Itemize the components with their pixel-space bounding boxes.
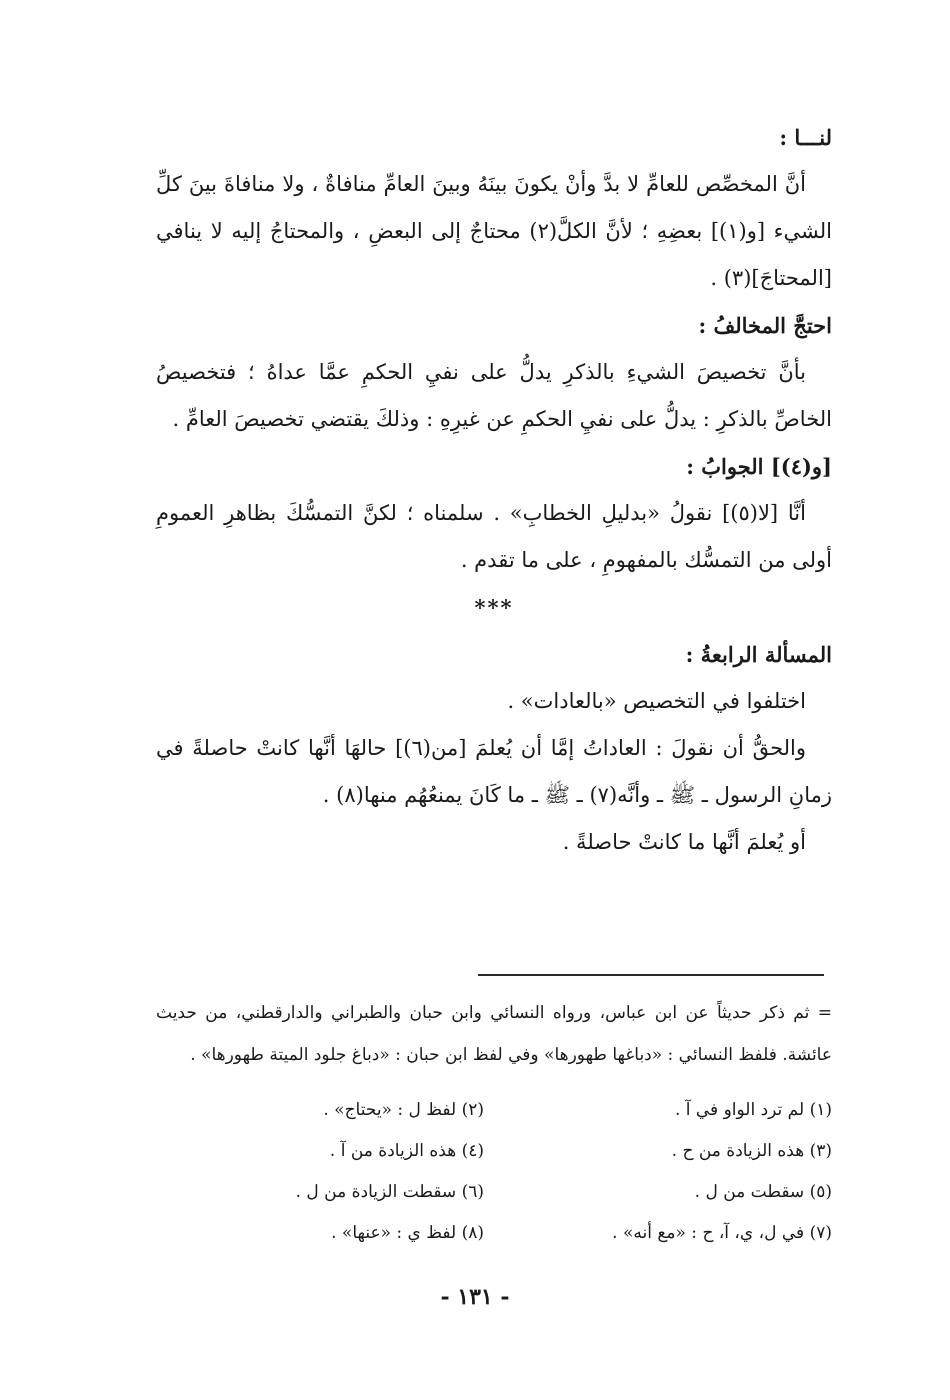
footnote-1: (١) لم ترد الواو في آ . [674, 1100, 832, 1120]
heading-answer: [و(٤)] الجوابُ : [686, 454, 832, 479]
heading-fourth-issue: المسألة الرابعةُ : [685, 642, 832, 667]
footnote-continuation: = ثم ذكر حديثاً عن ابن عباس، ورواه النسائي وابن حبان والطبراني والدارقطني، من حديث عائشة. فلفظ النسائي : «دباغها طهورها» وفي لفظ ابن حبان : «دباغ جلود الميتة طهورها» . [156, 1003, 832, 1065]
footnote-2: (٢) لفظ ل : «يحتاج» . [323, 1100, 484, 1120]
heading-opponent-argument: احتجَّ المخالفُ : [698, 313, 832, 338]
footnotes [156, 992, 832, 1254]
footnote-list [156, 1090, 832, 1254]
paragraph-5: والحقُّ أن نقولَ : العاداتُ إمَّا أن يُعلمَ [من(٦)] حالهَا أنَّها كانتْ حاصلةً في زمانِ الرسول ـ ﷺ ـ وأنَّه(٧) ـ ﷺ ـ ما كَانَ يمنعُهُم منها(٨) . [156, 736, 832, 807]
footnote-8: (٨) لفظ ي : «عنها» . [331, 1223, 484, 1243]
paragraph-6: أو يُعلمَ أنَّها ما كانتْ حاصلةً . [562, 830, 806, 854]
heading-lana: لنـــا : [779, 125, 832, 150]
section-separator: *** [474, 595, 514, 620]
footnote-4: (٤) هذه الزيادة من آ . [329, 1141, 484, 1161]
main-text [156, 114, 832, 866]
footnote-6: (٦) سقطت الزيادة من ل . [295, 1182, 484, 1202]
footnote-7: (٧) في ل، ي، آ، ح : «مع أنه» . [612, 1223, 832, 1243]
page-number: - ١٣١ - [440, 1284, 510, 1310]
paragraph-4: اختلفوا في التخصيص «بالعادات» . [507, 689, 806, 713]
footnote-5: (٥) سقطت من ل . [694, 1182, 832, 1202]
paragraph-3: أنَّا [لا(٥)] نقولُ «بدليلِ الخطابِ» . سلمناه ؛ لكنَّ التمسُّكَ بظاهرِ العمومِ أولى من التمسُّك بالمفهومِ ، على ما تقدم . [156, 501, 832, 572]
paragraph-2: بأنَّ تخصيصَ الشيءِ بالذكرِ يدلُّ على نفيِ الحكمِ عمَّا عداهُ ؛ فتخصيصُ الخاصِّ بالذكرِ : يدلُّ على نفيِ الحكمِ عن غيرِهِ : وذلكَ يقتضي تخصيصَ العامِّ . [156, 360, 832, 431]
footnote-divider [478, 974, 824, 976]
paragraph-1: أنَّ المخصِّص للعامِّ لا بدَّ وأنْ يكونَ بينَهُ وبينَ العامِّ منافاةٌ ، ولا منافاةَ بينَ كلِّ الشيء [و(١)] بعضِهِ ؛ لأنَّ الكلَّ(٢) محتاجٌ إلى البعضِ ، والمحتاجُ إليه لا ينافي [المحتاجَ](٣) . [156, 172, 833, 290]
footnote-3: (٣) هذه الزيادة من ح . [671, 1141, 832, 1161]
